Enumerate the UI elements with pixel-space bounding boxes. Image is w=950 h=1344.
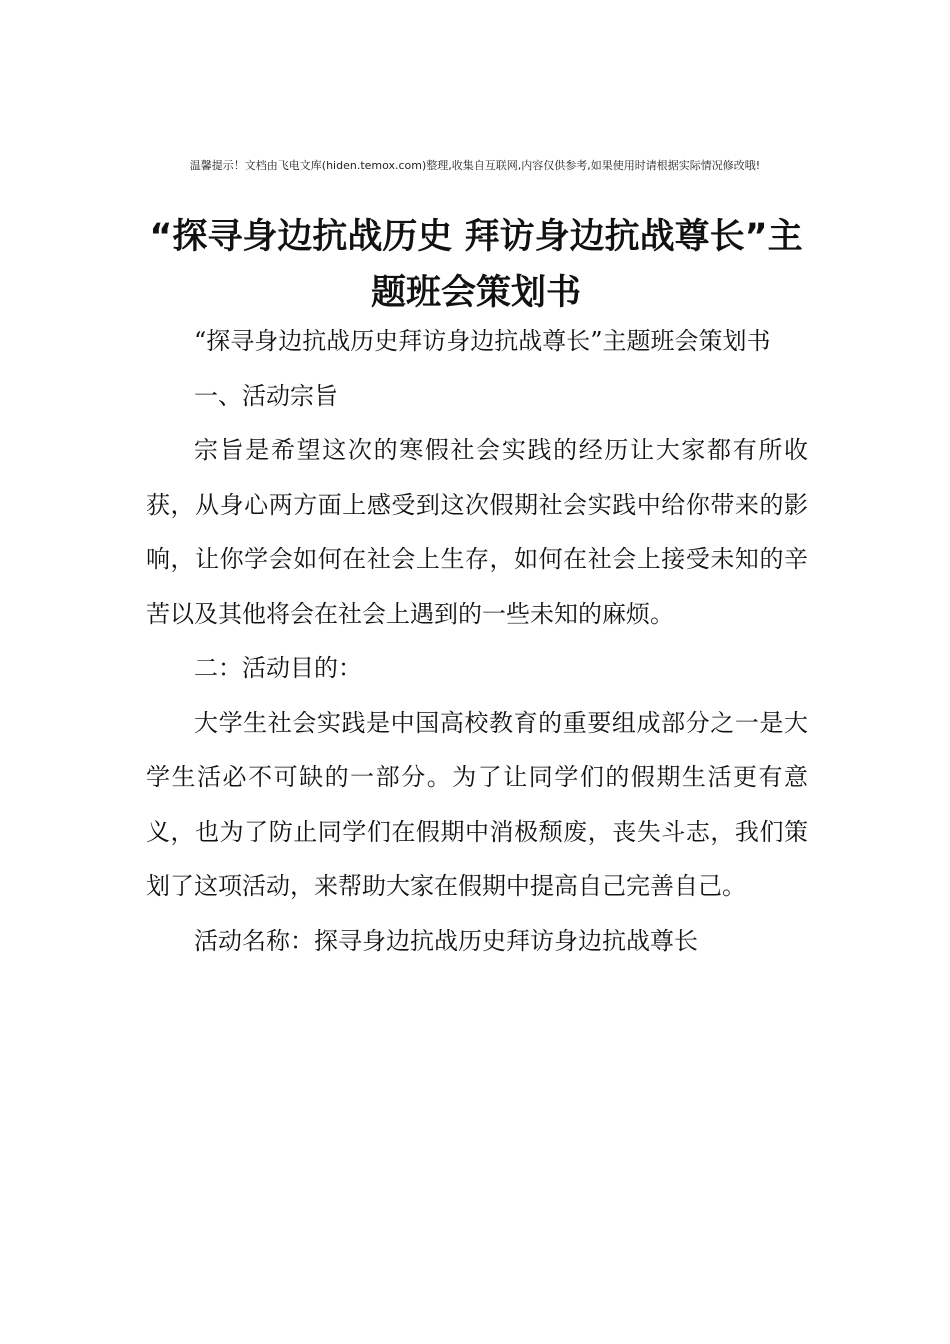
intro-paragraph: “探寻身边抗战历史拜访身边抗战尊长”主题班会策划书 <box>194 327 771 355</box>
document-title: “探寻身边抗战历史 拜访身边抗战尊长”主题班会策划书 <box>149 217 803 314</box>
download-notice: 温馨提示！文档由飞电文库(hiden.temox.com)整理,收集自互联网,内容仅供参考,如果使用时请根据实际情况修改哦! <box>189 159 761 172</box>
section-heading-goal: 二：活动目的： <box>194 654 362 682</box>
goal-paragraph: 大学生社会实践是中国高校教育的重要组成部分之一是大学生活必不可缺的一部分。为了让同学们的假期生活更有意义，也为了防止同学们在假期中消极颓废，丧失斗志，我们策划了这项活动，来帮助大家在假期中提高自己完善自己。 <box>146 708 808 900</box>
section-heading-purpose: 一、活动宗旨 <box>194 381 338 410</box>
activity-name-paragraph: 活动名称：探寻身边抗战历史拜访身边抗战尊长 <box>194 926 698 955</box>
purpose-paragraph: 宗旨是希望这次的寒假社会实践的经历让大家都有所收获，从身心两方面上感受到这次假期社会实践中给你带来的影响，让你学会如何在社会上生存，如何在社会上接受未知的辛苦以及其他将会在社会上遇到的一些未知的麻烦。 <box>146 436 808 628</box>
document-body <box>146 314 808 968</box>
